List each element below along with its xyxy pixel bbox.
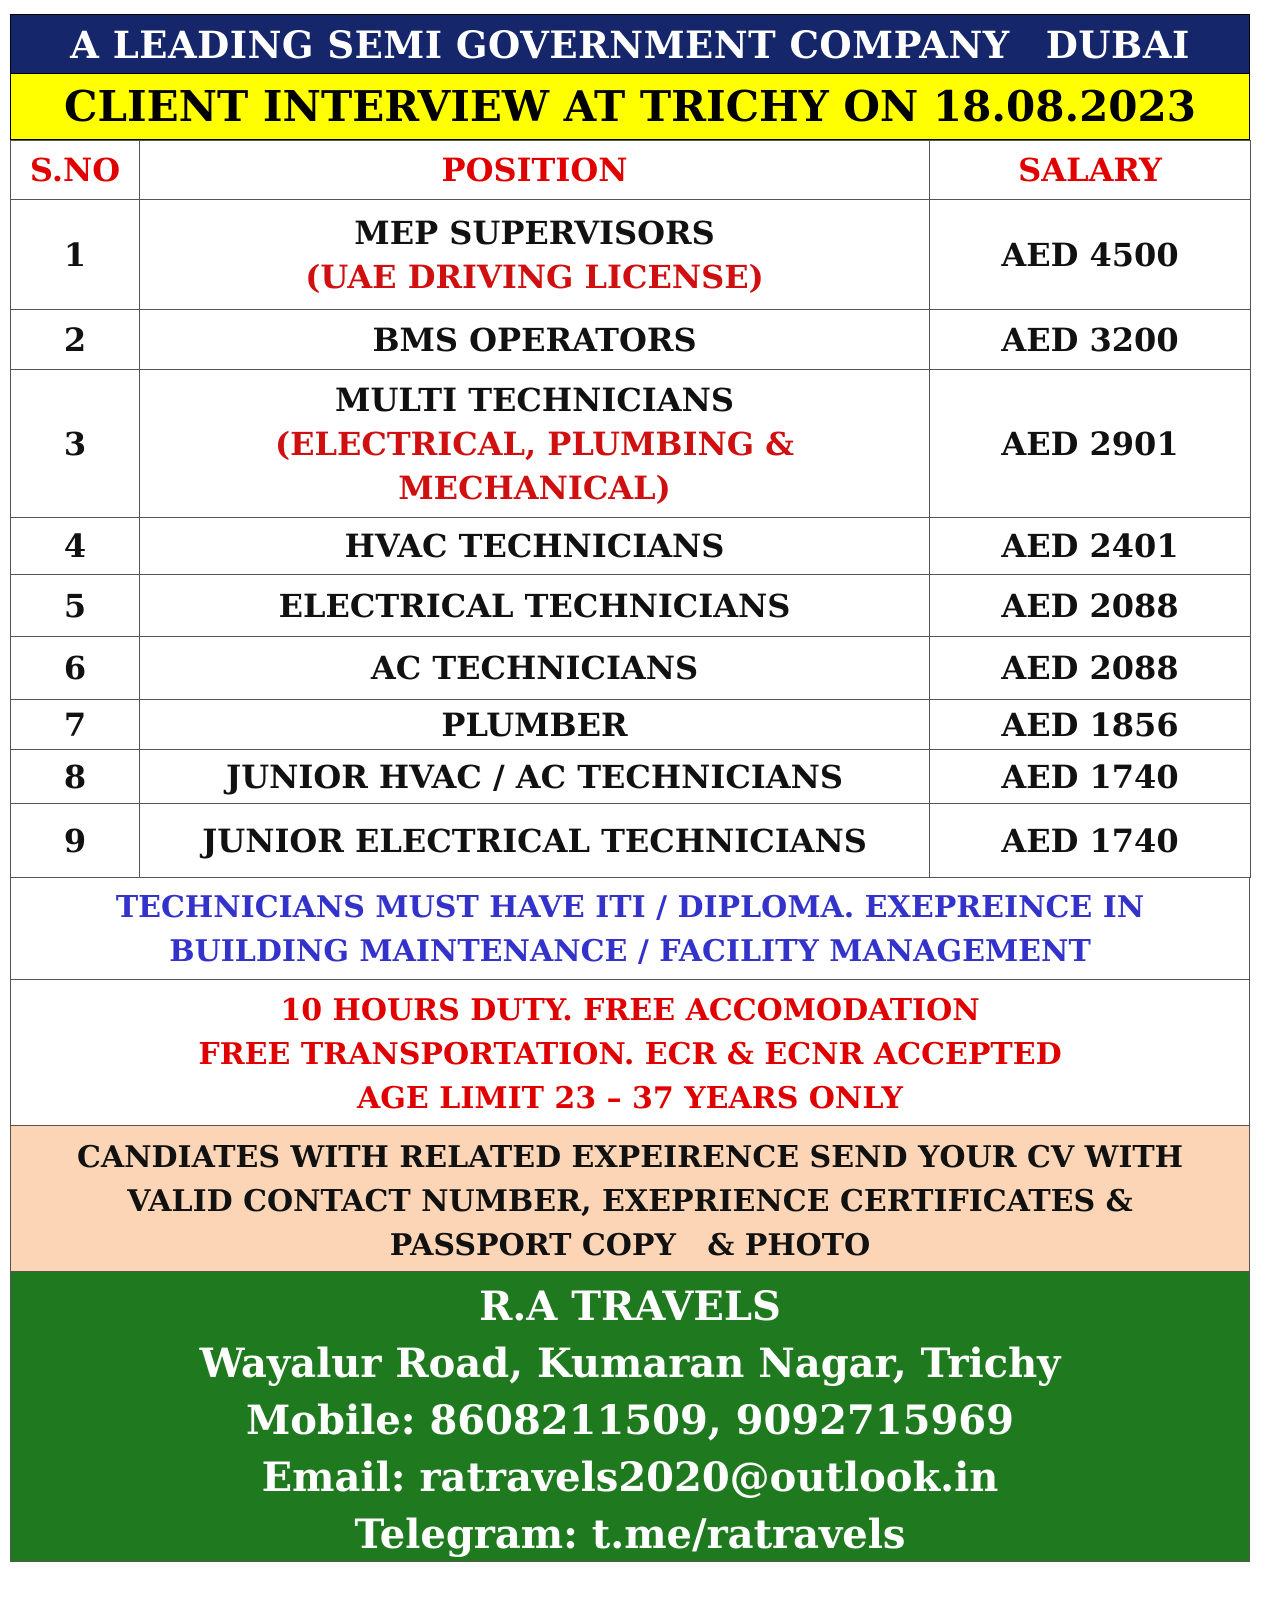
apply-line-3: PASSPORT COPY & PHOTO <box>389 1228 871 1263</box>
row-salary: AED 2088 <box>930 637 1251 700</box>
requirements-note <box>10 878 1250 980</box>
column-header-salary: SALARY <box>930 141 1251 200</box>
apply-line-1: CANDIATES WITH RELATED EXPEIRENCE SEND YOUR CV WITH <box>76 1140 1184 1175</box>
row-sno: 3 <box>11 370 140 518</box>
position-note: (ELECTRICAL, PLUMBING & <box>274 424 795 463</box>
row-position <box>140 200 930 310</box>
row-position: JUNIOR ELECTRICAL TECHNICIANS <box>140 804 930 878</box>
row-sno: 2 <box>11 310 140 370</box>
row-salary: AED 4500 <box>930 200 1251 310</box>
apply-instructions <box>10 1126 1250 1272</box>
position-note: (UAE DRIVING LICENSE) <box>305 257 764 296</box>
row-sno: 6 <box>11 637 140 700</box>
benefits-line-1: 10 HOURS DUTY. FREE ACCOMODATION <box>280 993 980 1028</box>
positions-table <box>10 140 1251 878</box>
row-salary: AED 2901 <box>930 370 1251 518</box>
row-salary: AED 3200 <box>930 310 1251 370</box>
position-note-continued: MECHANICAL) <box>398 468 671 507</box>
contact-footer <box>10 1272 1250 1562</box>
row-sno: 5 <box>11 575 140 637</box>
interview-banner: CLIENT INTERVIEW AT TRICHY ON 18.08.2023 <box>10 74 1250 140</box>
table-row <box>11 750 1251 804</box>
job-advertisement <box>10 14 1250 1562</box>
row-sno: 8 <box>11 750 140 804</box>
position-title: MULTI TECHNICIANS <box>335 380 734 419</box>
title-banner <box>10 14 1250 74</box>
row-position: ELECTRICAL TECHNICIANS <box>140 575 930 637</box>
row-position: JUNIOR HVAC / AC TECHNICIANS <box>140 750 930 804</box>
table-row <box>11 637 1251 700</box>
table-row <box>11 518 1251 575</box>
requirements-line-1: TECHNICIANS MUST HAVE ITI / DIPLOMA. EXEPREINCE IN <box>115 890 1145 925</box>
benefits-note <box>10 980 1250 1126</box>
agency-telegram: Telegram: t.me/ratravels <box>354 1511 906 1558</box>
row-sno: 1 <box>11 200 140 310</box>
row-salary: AED 1856 <box>930 700 1251 750</box>
table-row <box>11 310 1251 370</box>
requirements-line-2: BUILDING MAINTENANCE / FACILITY MANAGEMENT <box>169 934 1091 969</box>
position-title: MEP SUPERVISORS <box>354 213 715 252</box>
benefits-line-2: FREE TRANSPORTATION. ECR & ECNR ACCEPTED <box>198 1037 1062 1072</box>
row-salary: AED 2088 <box>930 575 1251 637</box>
table-row <box>11 575 1251 637</box>
row-salary: AED 1740 <box>930 750 1251 804</box>
agency-email: Email: ratravels2020@outlook.in <box>261 1454 999 1501</box>
table-row <box>11 804 1251 878</box>
row-position: BMS OPERATORS <box>140 310 930 370</box>
table-row <box>11 370 1251 518</box>
table-header-row <box>11 141 1251 200</box>
title-location: DUBAI <box>1045 23 1190 67</box>
row-position: PLUMBER <box>140 700 930 750</box>
table-row <box>11 700 1251 750</box>
row-salary: AED 1740 <box>930 804 1251 878</box>
agency-name: R.A TRAVELS <box>479 1283 781 1330</box>
row-sno: 7 <box>11 700 140 750</box>
row-position: AC TECHNICIANS <box>140 637 930 700</box>
benefits-line-3: AGE LIMIT 23 – 37 YEARS ONLY <box>357 1081 903 1116</box>
row-sno: 9 <box>11 804 140 878</box>
agency-mobile: Mobile: 8608211509, 9092715969 <box>246 1397 1014 1444</box>
column-header-sno: S.NO <box>11 141 140 200</box>
row-salary: AED 2401 <box>930 518 1251 575</box>
row-sno: 4 <box>11 518 140 575</box>
title-company: A LEADING SEMI GOVERNMENT COMPANY <box>70 23 1010 67</box>
column-header-position: POSITION <box>140 141 930 200</box>
agency-address: Wayalur Road, Kumaran Nagar, Trichy <box>199 1340 1061 1387</box>
row-position <box>140 370 930 518</box>
table-row <box>11 200 1251 310</box>
apply-line-2: VALID CONTACT NUMBER, EXEPRIENCE CERTIFICATES & <box>127 1184 1133 1219</box>
row-position: HVAC TECHNICIANS <box>140 518 930 575</box>
